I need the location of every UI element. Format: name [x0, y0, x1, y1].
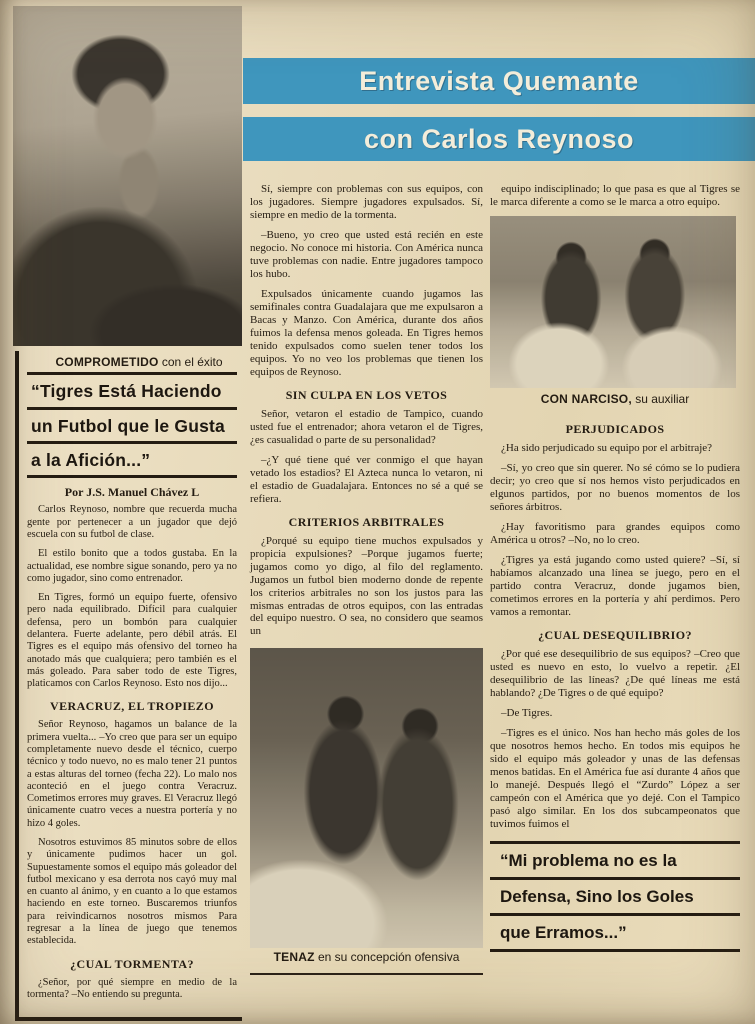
pullquote-line-2: Defensa, Sino los Goles: [500, 886, 694, 906]
masthead-banner-top: [243, 58, 755, 104]
body-paragraph: El estilo bonito que a todos gustaba. En la actualidad, ese nombre sigue sonando, pero ya no como jugador, sino como entrenador.: [27, 548, 237, 584]
right-column: [490, 183, 740, 952]
left-article-box: [15, 351, 242, 1021]
photo-caption-kicker: [41, 355, 237, 369]
caption-rest: en su concepción ofensiva: [314, 950, 460, 965]
body-paragraph: –De Tigres.: [501, 706, 553, 719]
byline: Por J.S. Manuel Chávez L: [64, 485, 200, 500]
body-paragraph: Señor, vetaron el estadio de Tampico, cuando usted fue el entrenador; ahora vetaron el de Tigres, ¿es casualidad o parte de su personalidad?: [250, 407, 483, 446]
section-subhead-vetos: SIN CULPA EN LOS VETOS: [285, 387, 448, 402]
caption-bold: CON NARCISO,: [540, 391, 632, 406]
body-paragraph: Señor Reynoso, hagamos un balance de la primera vuelta... –Yo creo que para ser un equipo completamente nuevo desde el técnico, cuerpo técnico y todo nuevo, no es malo tener 21 puntos a estas alturas del torneo (fecha 22). Lo malo nos aconteció en el juego contra Veracruz. Cometimos errores muy graves. El Veracruz llegó únicamente cuatro veces a nuestra portería y no hizo 4 goles.: [27, 719, 237, 829]
headline-rule: [27, 475, 237, 478]
photo-caption-narciso: [490, 392, 740, 406]
portrait-photo-carlos-reynoso: [13, 6, 242, 346]
pullquote-line-1: “Mi problema no es la: [500, 850, 677, 870]
middle-column: [250, 183, 483, 975]
body-paragraph: ¿Tigres ya está jugando como usted quiere? –Sí, sí habíamos alcanzado una línea se juego, pero en el partido contra Veracruz, donde jugamos bien, cometimos errores en la portería y ahí perdimos. Pero vamos a remontar.: [490, 554, 740, 618]
body-paragraph: Nosotros estuvimos 85 minutos sobre de ellos y únicamente pudimos hacer un gol. Supuestamente somos el equipo más goleador del futbol mexicano y esa derrota nos cayó muy mal en cuanto al ánimo, y en cuanto a lo que estamos haciendo en este torneo. Buscaremos triunfos para reivindicarnos nosotros mismos Para regresar a la línea de juego que tenemos establecida.: [27, 836, 237, 947]
headline-line-2: un Futbol que le Gusta: [31, 415, 225, 436]
body-paragraph: –Bueno, yo creo que usted está recién en este negocio. No conoce mi historia. Con América nunca tuve problemas con nadie. Entre jugadores tampoco los hubo.: [250, 228, 483, 280]
body-paragraph: Expulsados únicamente cuando jugamos las semifinales contra Guadalajara que me expulsaron a Bacas y Manzo. Con América, durante dos años fuimos la defensa menos goleada. En Tigres hemos tenido expulsados como suelen tener todos los equipos. Yo no veo los problemas que tienen los equipos de Reynoso.: [250, 287, 483, 378]
pullquote-line-3: que Erramos...”: [500, 922, 627, 942]
body-paragraph: –Tigres es el único. Nos han hecho más goles de los que nosotros hemos hecho. En todos mis equipos he sido el equipo más goleador y unas de las defensas menos batidas. En el América fue así durante 4 años que lo manejé. Después llegó el “Zurdo” López a ser campeón con el América que yo dejé. Con el Tampico pasó algo similar. En los dos subcampeonatos que tuvimos fuimos el: [490, 726, 740, 830]
kicker-rest: con el éxito: [158, 355, 223, 369]
body-paragraph: ¿Señor, por qué siempre en medio de la tormenta? –No entiendo su pregunta.: [27, 976, 237, 1000]
pullquote-rule: [490, 949, 740, 952]
caption-rule: [250, 973, 483, 975]
bench-photo-tenaz: [250, 648, 483, 948]
section-subhead-criterios: CRITERIOS ARBITRALES: [288, 514, 445, 529]
body-paragraph: ¿Hay favoritismo para grandes equipos como América u otros? –No, no lo creo.: [490, 521, 740, 547]
section-subhead-desequilibrio: ¿CUAL DESEQUILIBRIO?: [538, 627, 692, 642]
photo-with-narciso: [490, 216, 736, 388]
body-paragraph: Carlos Reynoso, nombre que recuerda mucha gente por pertenecer a un jugador que dejó escuela con su futbol de clase.: [27, 504, 237, 541]
pull-quote-box: [490, 841, 740, 952]
masthead-title-line1: Entrevista Quemante: [359, 65, 639, 96]
section-subhead-tormenta: ¿CUAL TORMENTA?: [70, 956, 194, 971]
caption-bold: TENAZ: [273, 950, 315, 965]
section-subhead-veracruz: VERACRUZ, EL TROPIEZO: [50, 699, 214, 714]
caption-rest: su auxiliar: [631, 391, 690, 406]
headline-line-3: a la Afición...”: [31, 449, 151, 470]
body-paragraph: equipo indisciplinado; lo que pasa es que al Tigres se le marca diferente a como se le marca a otro equipo.: [490, 183, 740, 208]
kicker-bold: COMPROMETIDO: [55, 355, 159, 369]
headline-line-1: “Tigres Está Haciendo: [31, 381, 222, 402]
body-paragraph: Sí, siempre con problemas con sus equipos, con los jugadores. Siempre jugadores expulsados. Sí, siempre en medio de la tormenta.: [250, 183, 483, 221]
body-paragraph: ¿Porqué su equipo tiene muchos expulsados y propicia expulsiones? –Porque jugamos fuerte; jugamos como yo digo, al filo del reglamento. Jugamos un futbol bien moderno donde de repente los criterios arbitrales no son los justos para las mismas entradas de otros equipos, con las entradas del equipo nuestro. O sea, no considero que seamos un: [250, 534, 483, 638]
masthead-title-line2: con Carlos Reynoso: [363, 123, 635, 154]
body-paragraph: ¿Por qué ese desequilibrio de sus equipos? –Creo que usted es nuevo en esto, lo vuelvo a repetir. ¿El desequilibrio de las líneas? ¿De qué líneas me está hablando? ¿De Tigres o de qué equipo?: [490, 648, 740, 699]
section-subhead-perjudicados: PERJUDICADOS: [565, 422, 665, 437]
body-paragraph: –Sí, yo creo que sin querer. No sé cómo se lo pudiera decir; yo creo que sí nos hemos visto perjudicados en elgunos partidos, por no buenos momentos de los señores árbitros.: [490, 462, 740, 514]
body-paragraph: ¿Ha sido perjudicado su equipo por el arbitraje?: [501, 442, 713, 455]
body-paragraph: –¿Y qué tiene qué ver conmigo el que hayan vetado los estadios? El Azteca nunca lo vetaron, ni el estadio de Guadalajara. Entonces no sé a qué se refiera.: [250, 453, 483, 505]
photo-caption-tenaz: [250, 950, 483, 964]
masthead-banner-bottom: [243, 117, 755, 161]
body-paragraph: En Tigres, formó un equipo fuerte, ofensivo pero nada equilibrado. Difícil para cualquier defensa, pero un bombón para cualquier delantera. Fuerte adelante, pero débil atrás. El Tigres es el equipo más ofensivo del torneo ha anotado más que cualquiera; pero también es el más goleado. Para saber todo de este Tigres, platicamos con Carlos Reynoso. Esto nos dijo...: [27, 592, 237, 690]
